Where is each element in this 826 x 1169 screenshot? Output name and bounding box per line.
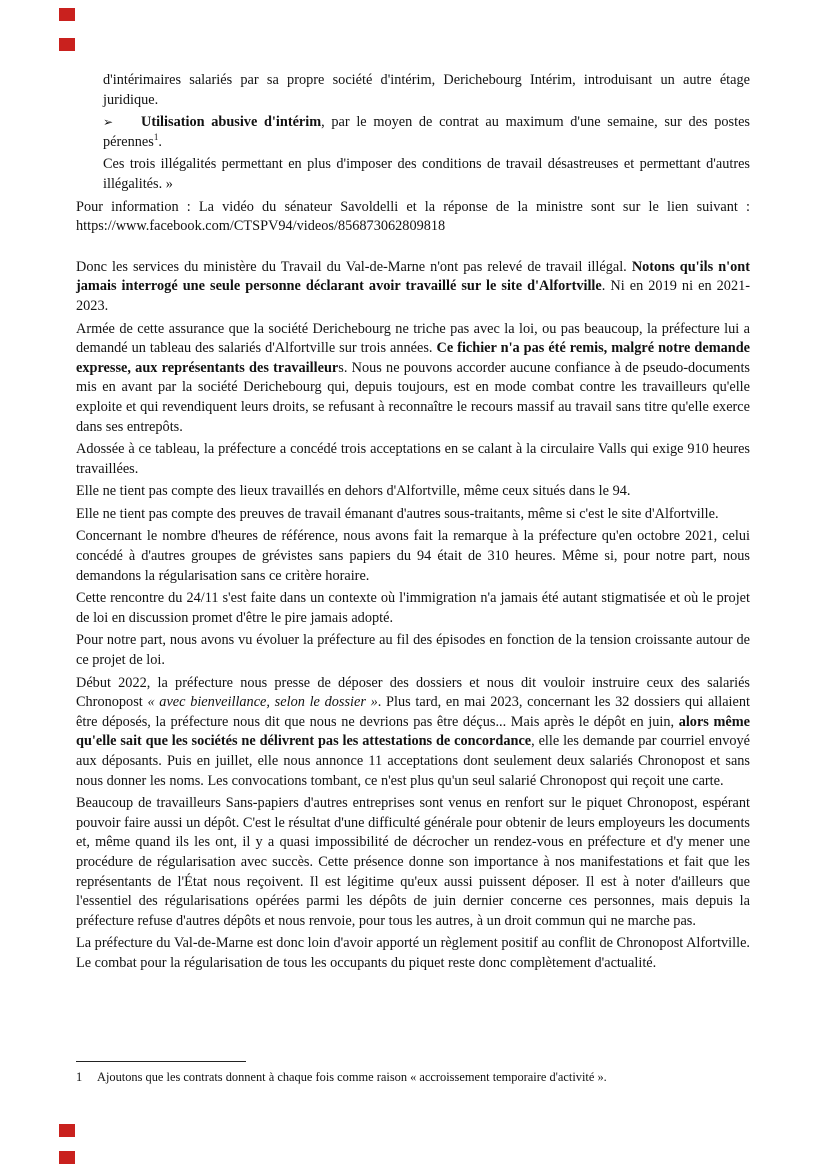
text-run: Cette rencontre du 24/11 s'est faite dans un contexte où l'immigration n'a jamais été autant stigmatisée et où le projet de loi en discussion promet d'être le pire jamais adopté. <box>76 590 750 626</box>
paragraph <box>76 934 750 973</box>
text-run: alors même qu'elle sait que les sociétés ne délivrent pas les attestations de concordance <box>76 713 750 750</box>
footnote-marker: 1 <box>76 1070 83 1084</box>
text-run: Donc les services du ministère du Travail du Val-de-Marne n'ont pas relevé de travail illégal. <box>76 258 632 275</box>
text-run: d'intérimaires salariés par sa propre société d'intérim, Derichebourg Intérim, introduisant un autre étage juridique. <box>103 72 750 108</box>
text-run: Armée de cette assurance que la société Derichebourg ne triche pas avec la loi, ou pas beaucoup, la préfecture lui a demandé un tableau des salariés d'Alfortville sur trois années. <box>76 320 750 357</box>
redaction-mark <box>59 8 75 21</box>
paragraph <box>76 631 750 670</box>
text-run: . Plus tard, en mai 2023, concernant les 32 dossiers qui allaient être déposés, la préfecture nous dit que nous ne devrions pas être déçus... Mais après le dépôt en juin, <box>76 694 750 730</box>
text-run: s. Nous ne pouvons accorder aucune confiance à de pseudo-documents mis en avant par la société Derichebourg qui, depuis toujours, est en mode combat contre les travailleurs qu'elle exploite et qui revendiquent leurs droits, se refusant à reconnaître le recours massif au travail sans titre qu'elle exerce dans ses entrepôts. <box>76 359 750 435</box>
text-run: , par le moyen de contrat au maximum d'une semaine, sur des postes pérennes <box>103 114 750 150</box>
paragraph <box>76 527 750 586</box>
footnote-text: Ajoutons que les contrats donnent à chaque fois comme raison « accroissement temporaire d'activité ». <box>97 1070 607 1084</box>
redaction-mark <box>59 1151 75 1164</box>
text-run: « avec bienveillance, selon le dossier » <box>147 694 378 711</box>
paragraph <box>76 440 750 479</box>
paragraph <box>76 482 750 502</box>
text-run: Elle ne tient pas compte des lieux travaillés en dehors d'Alfortville, même ceux situés dans le 94. <box>76 483 631 500</box>
paragraph <box>76 258 750 317</box>
text-run: . <box>158 133 162 150</box>
arrow-bullet-icon: ➢ <box>103 115 114 130</box>
text-run: Ce fichier n'a pas été remis, malgré notre demande expresse, aux représentants des travailleur <box>76 340 750 376</box>
paragraph <box>76 674 750 792</box>
text-run: Concernant le nombre d'heures de référence, nous avons fait la remarque à la préfecture qu'en octobre 2021, celui concédé à d'autres groupes de grévistes sans papiers du 94 était de 310 heures. Même si, pour notre part, nous demandons la régularisation sans ce critère horaire. <box>76 528 750 584</box>
text-run: Pour information : La vidéo du sénateur Savoldelli et la réponse de la ministre sont sur le lien suivant : https://www.facebook.com/CTSPV94/videos/856873062809818 <box>76 198 750 235</box>
paragraph <box>76 320 750 438</box>
text-run: Début 2022, la préfecture nous presse de déposer des dossiers et nous dit vouloir instruire ceux des salariés Chronopost <box>76 674 750 711</box>
paragraph <box>76 198 750 237</box>
text-run: Elle ne tient pas compte des preuves de travail émanant d'autres sous-traitants, même si c'est le site d'Alfortville. <box>76 505 719 522</box>
redaction-mark <box>59 1124 75 1137</box>
paragraph <box>76 505 750 525</box>
footnote <box>76 1069 750 1085</box>
text-run: , elle les demande par courriel envoyé aux déposants. Puis en juillet, elle nous annonce 11 acceptations dont seulement deux salariés Chronopost et sans nous donner les noms. Les convocations tombant, ce n'est plus qu'un seul salarié Chronopost qui reçoit une carte. <box>76 733 750 789</box>
text-run: Notons qu'ils n'ont jamais interrogé une seule personne déclarant avoir travaillé sur le site d'Alfortville <box>76 258 750 295</box>
text-run: 1 <box>153 132 159 143</box>
text-run: Pour notre part, nous avons vu évoluer la préfecture au fil des épisodes en fonction de la tension croissante autour de ce projet de loi. <box>76 632 750 669</box>
footnote-separator <box>76 1061 246 1062</box>
text-run: . Ni en 2019 ni en 2021-2023. <box>76 278 751 314</box>
text-run: Beaucoup de travailleurs Sans-papiers d'autres entreprises sont venus en renfort sur le piquet Chronopost, espérant pouvoir faire aussi un dépôt. C'est le résultat d'une difficulté générale pour obtenir de leurs employeurs les documents et, même quand ils les ont, il y a quasi impossibilité de décrocher un rendez-vous en préfecture et d'y mener une procédure de régularisation avec succès. Cette présence donne son importance à nos manifestations et fait que les représentants de l'État nous reçoivent. Il est légitime qu'eux aussi puissent déposer. Il est à noter d'ailleurs que l'essentiel des régularisations opérées parmi les dépôts de juin dernier concerne ces personnes, mais depuis la préfecture refuse d'autres dépôts et nous renvoie, pour tous les autres, à un droit commun qui ne marche pas. <box>76 795 750 929</box>
paragraph <box>76 589 750 628</box>
footnote-area <box>76 1061 750 1085</box>
document-body <box>76 71 750 977</box>
paragraph <box>103 71 750 110</box>
paragraph <box>103 113 750 152</box>
text-run: Ces trois illégalités permettant en plus d'imposer des conditions de travail désastreuses et permettant d'autres illégalités. » <box>103 156 750 192</box>
redaction-mark <box>59 38 75 51</box>
paragraph <box>76 794 750 931</box>
text-run: Adossée à ce tableau, la préfecture a concédé trois acceptations en se calant à la circulaire Valls qui exige 910 heures travaillées. <box>76 441 750 477</box>
paragraph <box>103 155 750 194</box>
text-run: Utilisation abusive d'intérim <box>141 114 322 131</box>
text-run: La préfecture du Val-de-Marne est donc loin d'avoir apporté un règlement positif au conflit de Chronopost Alfortville. Le combat pour la régularisation de tous les occupants du piquet reste donc complètement d'actualité. <box>76 935 750 971</box>
